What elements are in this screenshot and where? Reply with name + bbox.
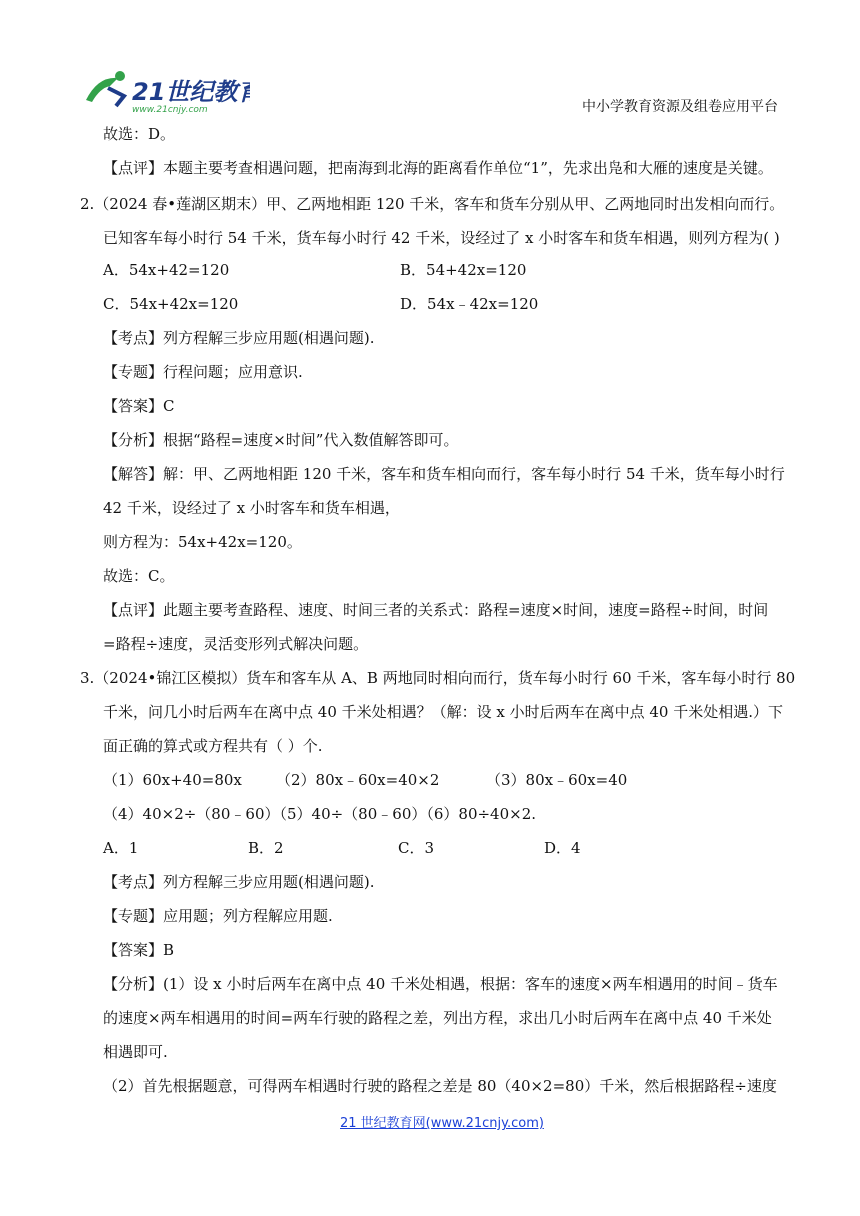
text-line: 【答案】B bbox=[103, 941, 175, 959]
text-line: 故选：C。 bbox=[103, 567, 175, 585]
logo-url: www.21cnjy.com bbox=[132, 105, 208, 115]
text-line: 【考点】列方程解三步应用题(相遇问题). bbox=[103, 329, 375, 347]
text-line: 【分析】根据“路程=速度×时间”代入数值解答即可。 bbox=[103, 431, 459, 449]
text-line: 的速度×两车相遇用的时间=两车行驶的路程之差，列出方程，求出几小时后两车在离中点 40 千米处 bbox=[103, 1009, 772, 1027]
text-line: （4）40×2÷（80﹣60）（5）40÷（80﹣60）（6）80÷40×2. bbox=[103, 805, 537, 823]
text-line: C．54x+42x=120 bbox=[103, 295, 239, 313]
text-line: 千米，问几小时后两车在离中点 40 千米处相遇？（解：设 x 小时后两车在离中点 40 千米处相遇.）下 bbox=[103, 703, 784, 721]
text-line: B．54+42x=120 bbox=[400, 261, 527, 279]
text-line: （2）首先根据题意，可得两车相遇时行驶的路程之差是 80（40×2=80）千米，然后根据路程÷速度 bbox=[103, 1077, 777, 1095]
text-line: 【分析】(1）设 x 小时后两车在离中点 40 千米处相遇，根据：客车的速度×两车相遇用的时间﹣货车 bbox=[103, 975, 778, 993]
text-line: 【点评】本题主要考查相遇问题，把南海到北海的距离看作单位“1”，先求出凫和大雁的速度是关键。 bbox=[103, 159, 773, 177]
text-line: 【解答】解：甲、乙两地相距 120 千米，客车和货车相向而行，客车每小时行 54 千米，货车每小时行 bbox=[103, 465, 785, 483]
text-line: （3）80x﹣60x=40 bbox=[486, 771, 628, 789]
text-line: 故选：D。 bbox=[103, 125, 176, 143]
logo-text: 21世纪教育 bbox=[132, 78, 250, 106]
text-line: D．54x﹣42x=120 bbox=[400, 295, 539, 313]
text-line: 面正确的算式或方程共有（ ）个. bbox=[103, 737, 323, 755]
text-line: （1）60x+40=80x bbox=[103, 771, 242, 789]
brand-title: 中小学教育资源及组卷应用平台 bbox=[582, 99, 778, 115]
text-line: 2.（2024 春•莲湖区期末）甲、乙两地相距 120 千米，客车和货车分别从甲、乙两地同时出发相向而行。 bbox=[80, 195, 785, 213]
text-line: 【点评】此题主要考查路程、速度、时间三者的关系式：路程=速度×时间，速度=路程÷时间，时间 bbox=[103, 601, 769, 619]
text-line: 则方程为：54x+42x=120。 bbox=[103, 533, 302, 551]
text-line: C．3 bbox=[398, 839, 435, 857]
text-line: =路程÷速度，灵活变形列式解决问题。 bbox=[103, 635, 369, 653]
text-line: B．2 bbox=[248, 839, 284, 857]
text-line: 3.（2024•锦江区模拟）货车和客车从 A、B 两地同时相向而行，货车每小时行 60 千米，客车每小时行 80 bbox=[80, 669, 796, 687]
text-line: （2）80x﹣60x=40×2 bbox=[276, 771, 440, 789]
footer-link[interactable]: 21 世纪教育网(www.21cnjy.com) bbox=[340, 1116, 544, 1131]
text-line: 相遇即可. bbox=[103, 1043, 168, 1061]
text-line: 【考点】列方程解三步应用题(相遇问题). bbox=[103, 873, 375, 891]
text-line: 【专题】行程问题；应用意识. bbox=[103, 363, 303, 381]
text-line: D．4 bbox=[544, 839, 581, 857]
text-line: A．1 bbox=[103, 839, 139, 857]
text-line: A．54x+42=120 bbox=[103, 261, 230, 279]
text-line: 已知客车每小时行 54 千米，货车每小时行 42 千米，设经过了 x 小时客车和货车相遇，则列方程为( ) bbox=[103, 229, 780, 247]
text-line: 42 千米，设经过了 x 小时客车和货车相遇， bbox=[103, 499, 400, 517]
runner-logo-icon bbox=[80, 66, 250, 116]
text-line: 【答案】C bbox=[103, 397, 175, 415]
logo bbox=[80, 66, 250, 116]
text-line: 【专题】应用题；列方程解应用题. bbox=[103, 907, 333, 925]
